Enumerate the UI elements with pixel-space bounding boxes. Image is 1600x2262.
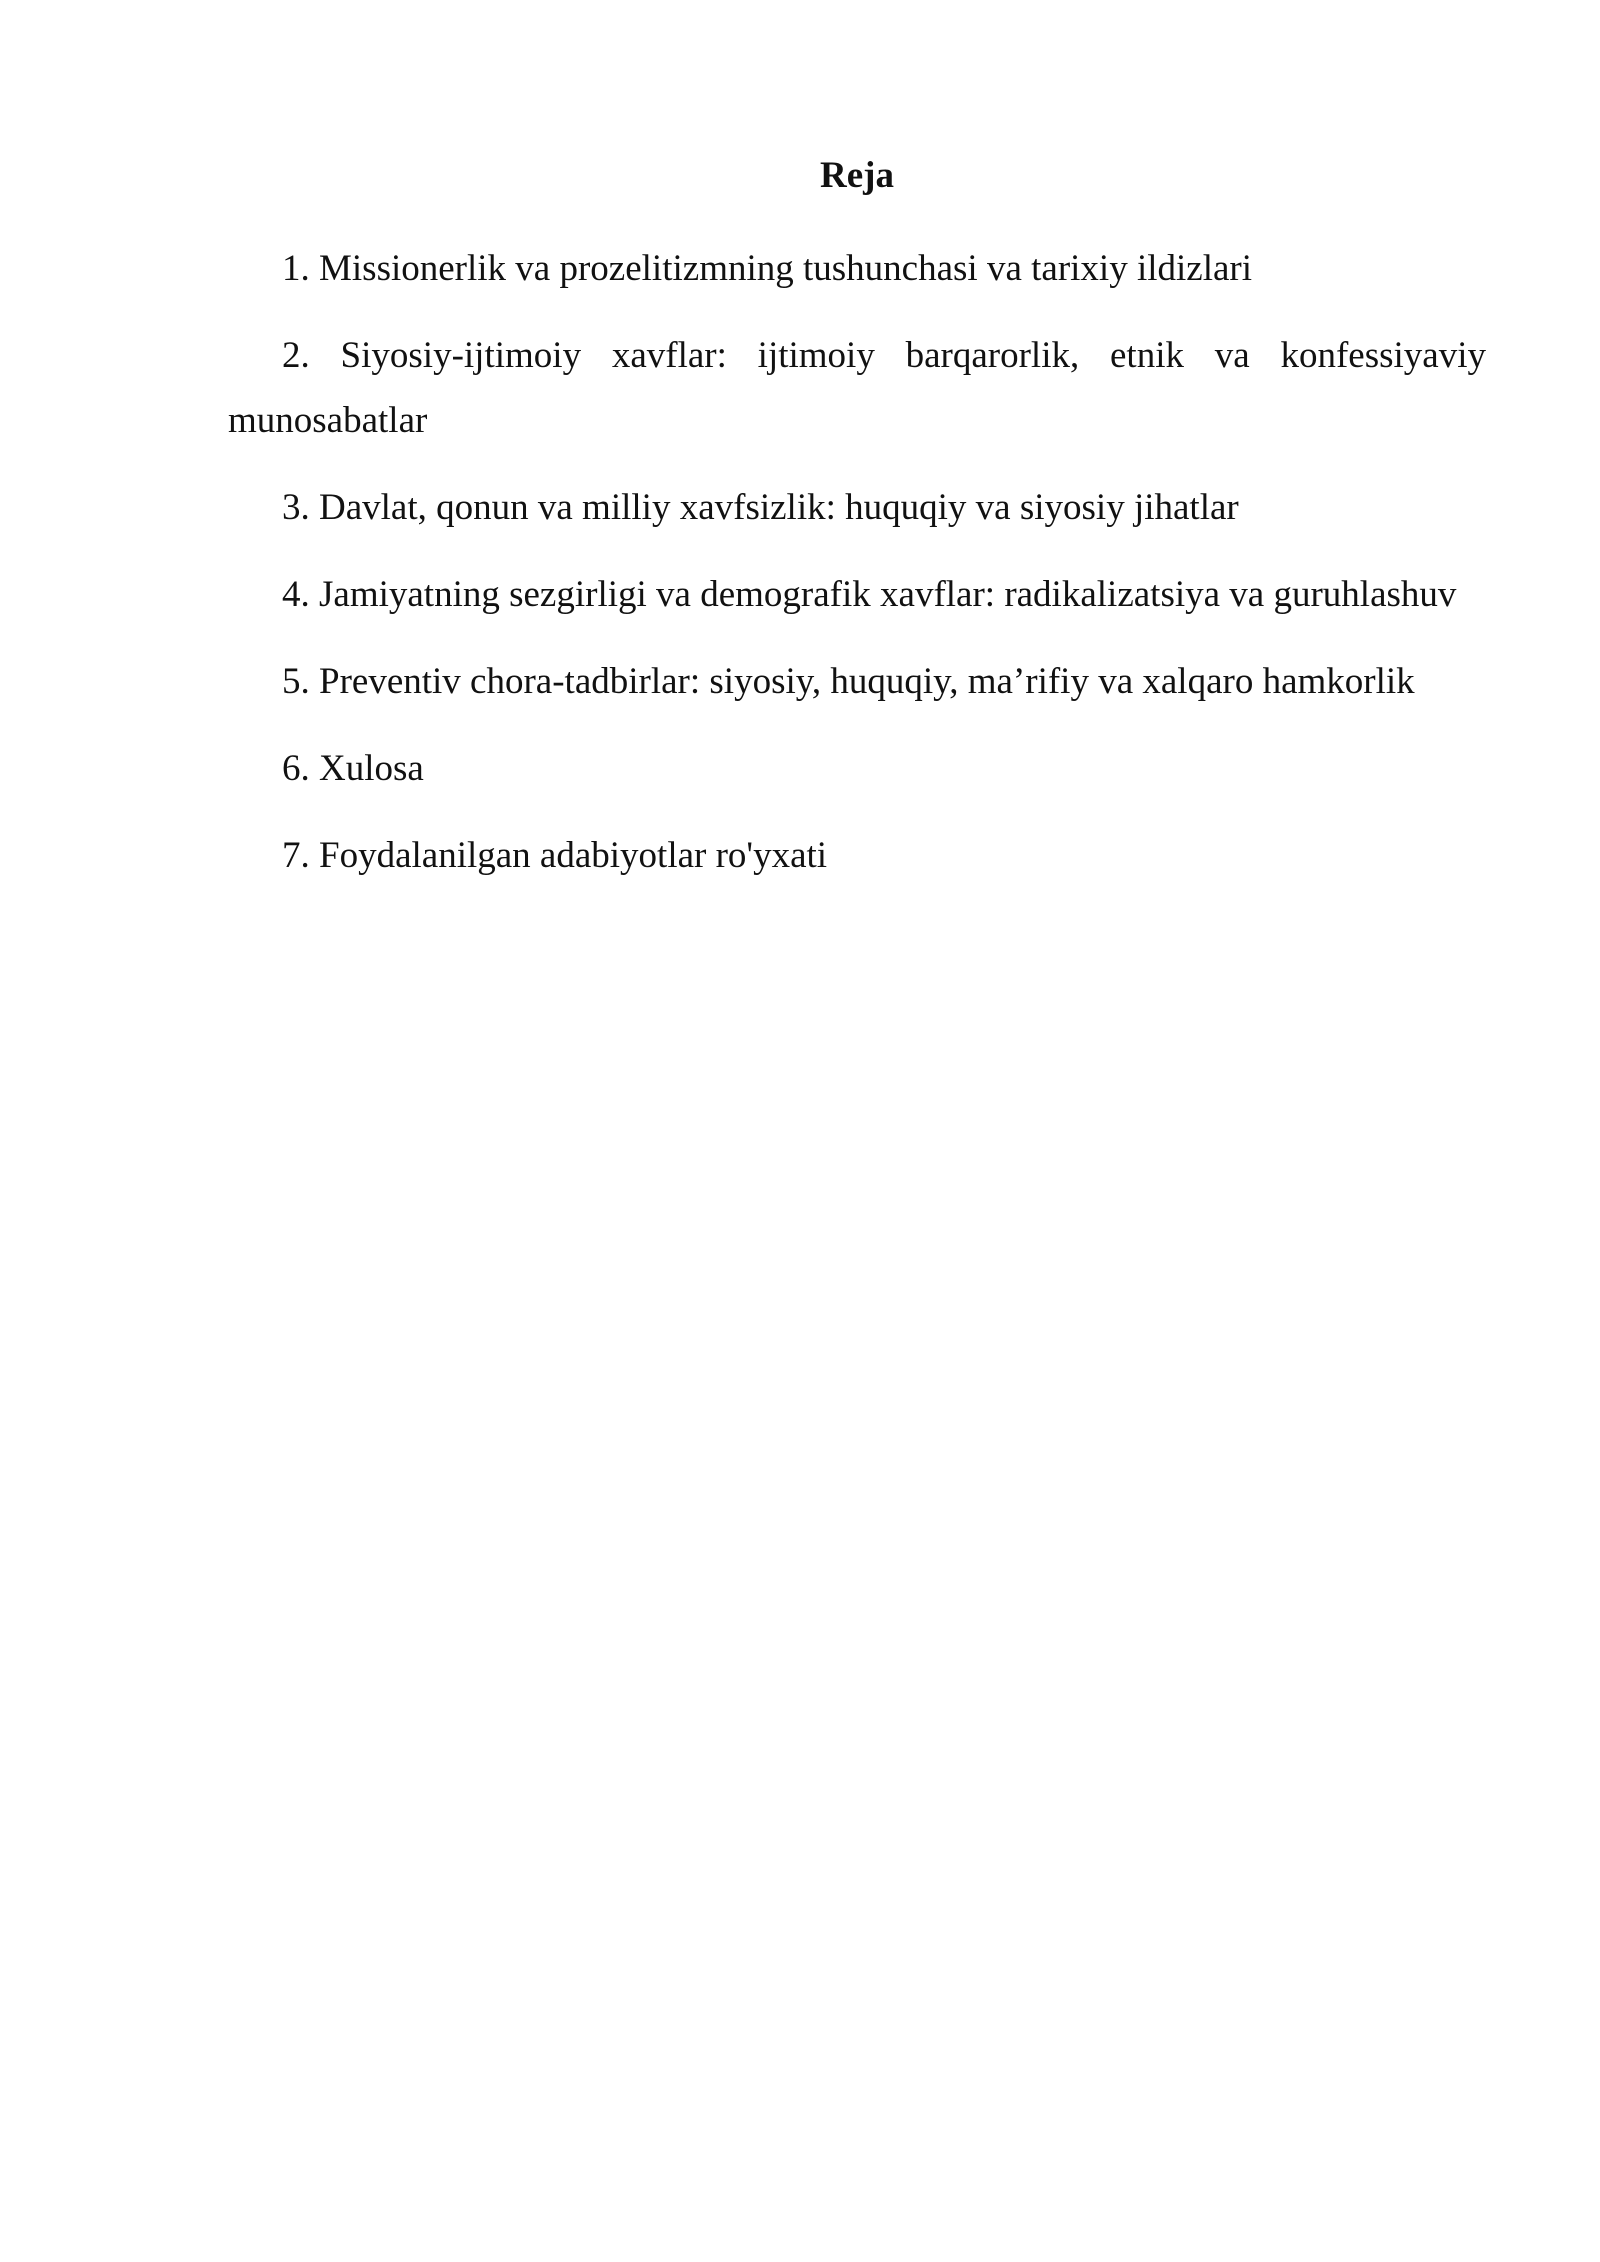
- page-content: [228, 150, 1486, 910]
- plan-item-6: 6. Xulosa: [282, 748, 424, 789]
- plan-item-4: 4. Jamiyatning sezgirligi va demografik xavflar: radikalizatsiya va guruhlashuv: [282, 574, 1457, 615]
- plan-item-5: 5. Preventiv chora-tadbirlar: siyosiy, huquqiy, ma’rifiy va xalqaro hamkorlik: [282, 661, 1415, 702]
- plan-item-1: 1. Missionerlik va prozelitizmning tushunchasi va tarixiy ildizlari: [282, 248, 1253, 289]
- plan-item-3: 3. Davlat, qonun va milliy xavfsizlik: huquqiy va siyosiy jihatlar: [282, 487, 1239, 528]
- plan-list: [228, 236, 1486, 888]
- plan-item-2: 2. Siyosiy-ijtimoiy xavflar: ijtimoiy barqarorlik, etnik va konfessiyaviy munosabatlar: [228, 335, 1486, 441]
- plan-item-7: 7. Foydalanilgan adabiyotlar ro'yxati: [282, 835, 828, 876]
- page-title: Reja: [820, 155, 894, 196]
